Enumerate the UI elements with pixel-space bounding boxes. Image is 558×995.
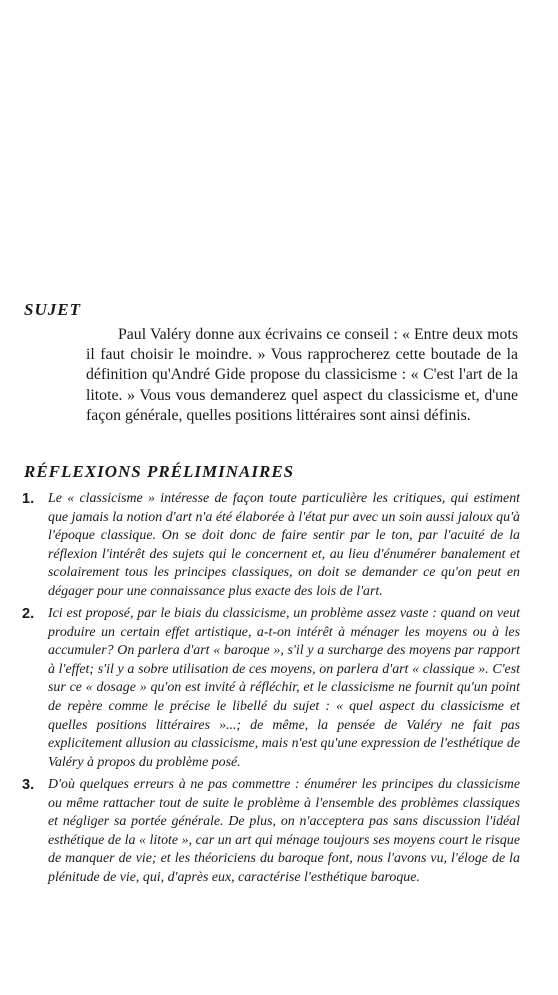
item-text: D'où quelques erreurs à ne pas commettre : énumérer les principes du classicisme ou même rattacher tout de suite le problème à l'ensemble des problèmes classiques et négliger sa portée générale. De plus, on n'acceptera pas sans discussion l'idéal esthétique de la « litote », car un art qui ménage toujours ses moyens court le risque de manquer de vie; et les théoriciens du baroque font, nous l'avons vu, l'éloge de la plénitude de vie, qui, d'après eux, caractérise l'esthétique baroque.: [48, 777, 520, 885]
reflexion-item-2: [0, 605, 520, 772]
reflexion-item-1: [0, 490, 520, 601]
item-number: 2.: [22, 606, 35, 623]
reflexions-list: [0, 490, 558, 891]
sujet-heading: SUJET: [24, 300, 81, 319]
item-text: Le « classicisme » intéresse de façon toute particulière les critiques, qui estiment que jamais la notion d'art n'a été élaborée à l'état pur avec un soin aussi jaloux qu'à l'époque classique. On se doit donc de faire sentir par le ton, par l'acuité de la réflexion l'intérêt des sujets qui le concernent et, au lieu d'énumérer banalement et scolairement tous les principes classiques, on doit se demander ce qu'on peut en dégager pour une connaissance plus exacte des lois de l'art.: [48, 491, 520, 599]
reflexion-item-3: [0, 776, 520, 887]
item-number: 3.: [22, 777, 35, 794]
sujet-body: Paul Valéry donne aux écrivains ce conseil : « Entre deux mots il faut choisir le moindre. » Vous rapprocherez cette boutade de la définition qu'André Gide propose du classicisme : « C'est l'art de la litote. » Vous vous demanderez quel aspect du classicisme et, d'une façon générale, quelles positions littéraires sont ainsi définis.: [86, 326, 518, 424]
item-text: Ici est proposé, par le biais du classicisme, un problème assez vaste : quand on veut produire un certain effet artistique, a-t-on intérêt à ménager les moyens ou à les accumuler? On parlera d'art « baroque », s'il y a surcharge des moyens par rapport à l'effet; s'il y a sobre utilisation de ces moyens, on parlera d'art « classique ». C'est sur ce « dosage » qu'on est invité à réfléchir, et le classicisme ne fournit qu'un point de repère comme le précise le libellé du sujet : « quel aspect du classicisme et quelles positions littéraires »...; de même, la pensée de Valéry ne fait pas explicitement allusion au classicisme, mais n'est qu'une expression de l'esthétique de Valéry à propos du problème posé.: [48, 606, 520, 770]
item-number: 1.: [22, 491, 35, 507]
reflexions-heading: RÉFLEXIONS PRÉLIMINAIRES: [24, 462, 295, 481]
